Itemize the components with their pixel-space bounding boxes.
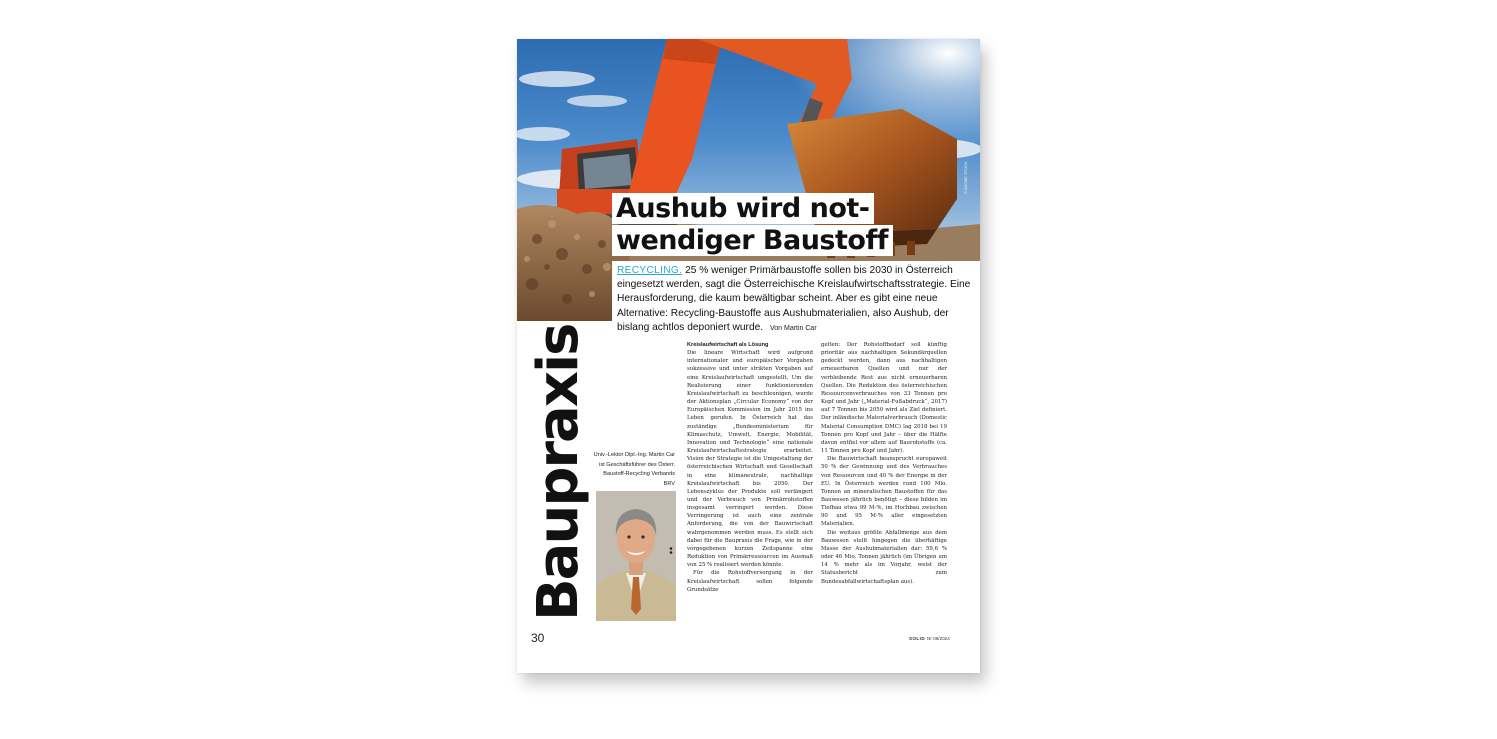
headline-line-1: Aushub wird not- xyxy=(612,193,874,224)
body-paragraph: Die Bauwirtschaft beansprucht europaweit 50 % der Gewinnung und des Verbrauches von Ressourcen und 40 % der Energie in der EU. In Österreich werden rund 100 Mio. Tonnen an mineralischen Baustoffen für das Bauwesen jährlich benötigt – diese bilden im Tiefbau etwa 99 M-%, im Hochbau zwischen 90 und 95 M-% aller eingesetzten Materialien. xyxy=(821,456,947,528)
magazine-name: SOLID xyxy=(909,636,926,641)
article-lead xyxy=(612,261,980,339)
author-portrait xyxy=(596,491,676,621)
portrait-caption: Univ.-Lektor Dipl.-Ing. Martin Car ist Geschäftsführer des Österr. Baustoff-Recycling Verbands BRV xyxy=(593,452,675,487)
portrait-illustration xyxy=(596,491,676,621)
magazine-page xyxy=(517,39,980,673)
page-number: 30 xyxy=(531,631,545,645)
issue-number: Nr 06/2024 xyxy=(927,636,950,641)
headline-line-2: wendiger Baustoff xyxy=(612,225,893,256)
category-tag[interactable]: RECYCLING. xyxy=(617,265,683,276)
body-paragraph: Die lineare Wirtschaft wird aufgrund internationaler und europäischer Vorgaben sukzessive und unter strikten Vorgaben auf eine Kreislaufwirtschaft umgestellt. Um die Realisierung einer funktionierenden Kreislaufwirtschaft zu beschleunigen, wurde der Aktionsplan „Circular Economy“ von der Europäischen Kommission im Jahr 2015 ins Leben gerufen. In Österreich hat das zuständige „Bundesministerium für Klimaschutz, Umwelt, Energie, Mobilität, Innovation und Technologie“ eine nationale Kreislaufwirtschaftsstrategie erarbeitet. Vision der Strategie ist die Umgestaltung der österreichischen Wirtschaft und Gesellschaft in eine klimaneutrale, nachhaltige Kreislaufwirtschaft bis 2050. Der Lebenszyklus der Produkte soll verlängert und der Verbrauch von Primärrohstoffen insgesamt verringert werden. Diese Verringerung ist auch eine zentrale Anforderung, die von der Bauwirtschaft wahrgenommen werden muss. Es stellt sich dabei für die Baupraxis die Frage, wie in der vorgegebenen kurzen Zeitspanne eine Reduktion von Primärressourcen im Ausmaß von 25 % realisiert werden könnte. xyxy=(687,350,813,569)
photo-credit: © ADOBE STOCK xyxy=(963,161,968,194)
section-title: Baupraxis xyxy=(526,324,591,621)
author-byline: Von Martin Car xyxy=(769,324,817,332)
body-paragraph: gelten: Der Rohstoffbedarf soll künftig prioritär aus nachhaltigen Sekundärquellen gedeckt werden, dann aus nachhaltigen erneuerbaren Quellen und nur der verbleibende Rest aus nicht erneuerbaren Quellen. Die Reduktion des österreichischen Ressourcenverbrauches von 33 Tonnen pro Kopf und Jahr („Material-Fußabdruck“, 2017) auf 7 Tonnen bis 2050 wird als Ziel definiert. Der inländische Materialverbrauch (Domestic Material Consumption DMC) lag 2018 bei 19 Tonnen pro Kopf und Jahr – über die Hälfte davon entfiel vor allem auf Baurohstoffe (ca. 11 Tonnen pro Kopf und Jahr). xyxy=(821,342,947,455)
bullet-icon xyxy=(669,547,673,554)
body-paragraph: Die weitaus größte Abfallmenge aus dem Bauwesen stellt hingegen die überhäftige Masse der Aushubmaterialien dar: 59,6 % oder 46 Mio. Tonnen jährlich (im Übrigen um 14 % mehr als im Vorjahr, weist der Statusbericht zum Bundesabfallwirtschaftsplan aus). xyxy=(821,529,947,585)
body-paragraph: Für die Rohstoffversorgung in der Kreislaufwirtschaft sollen folgende Grundsätze xyxy=(687,570,813,593)
body-subheading: Kreislaufwirtschaft als Lösung xyxy=(687,342,769,348)
article-headline xyxy=(612,193,893,256)
lead-text: 25 % weniger Primärbaustoffe sollen bis 2030 in Österreich eingesetzt werden, sagt die Österreichische Kreislaufwirtschaftsstrategie. Eine Herausforderung, die kaum bewältigbar scheint. Aber es gibt eine neue Alternative: Recycling-Baustoffe aus Aushubmaterialien, also Aushub, der bislang achtlos deponiert wurde. xyxy=(617,265,971,333)
body-column-1 xyxy=(687,341,813,594)
body-column-2 xyxy=(821,341,947,586)
page-footer xyxy=(909,636,950,641)
